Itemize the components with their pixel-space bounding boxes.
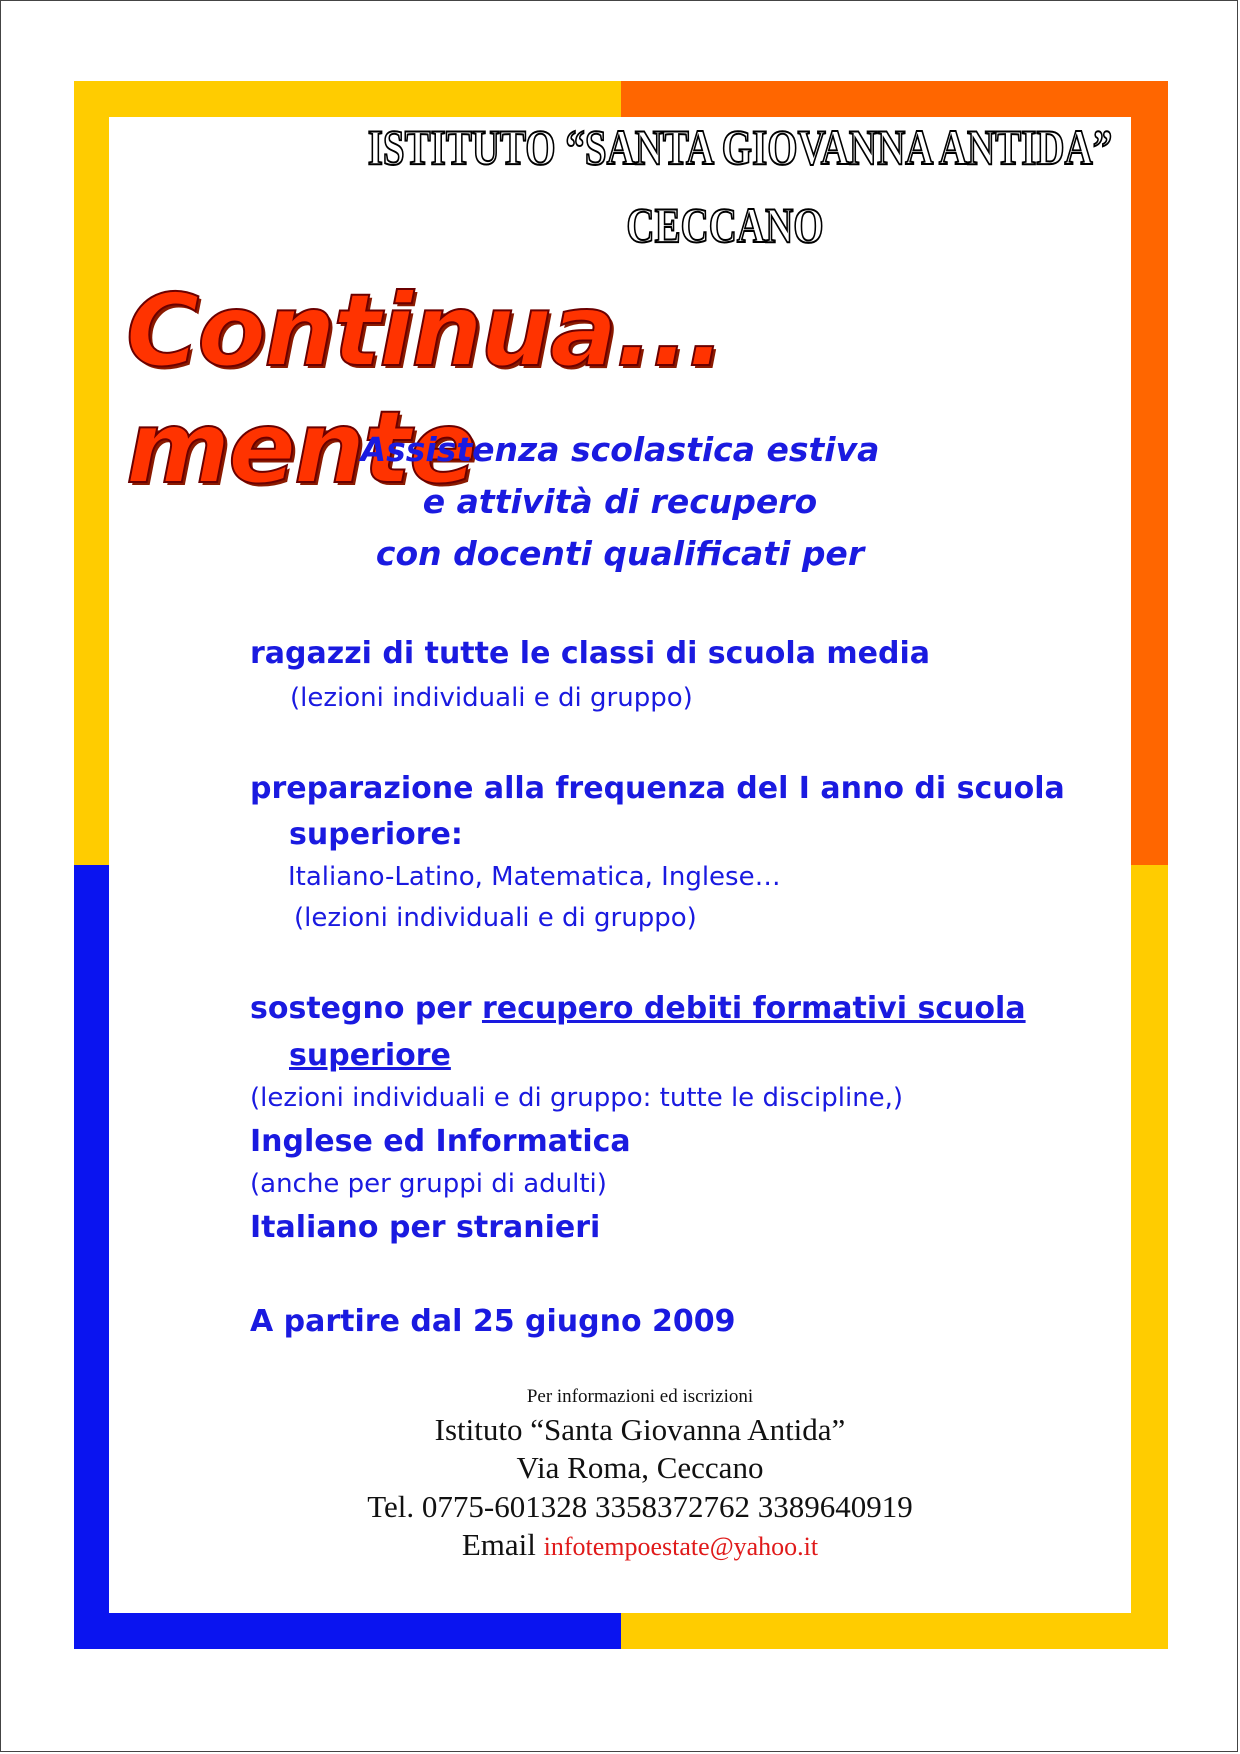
start-date: A partire dal 25 giugno 2009 bbox=[250, 1304, 736, 1339]
item-media-note: (lezioni individuali e di gruppo) bbox=[290, 683, 693, 713]
item-sostegno-link: recupero debiti formativi scuola bbox=[481, 991, 1026, 1026]
item-sostegno-line-1 bbox=[250, 987, 1026, 1031]
subtitle-line-3: con docenti qualificati per bbox=[375, 534, 865, 573]
contact-intro: Per informazioni ed iscrizioni bbox=[526, 1386, 754, 1407]
item-media-title: ragazzi di tutte le classi di scuola media bbox=[250, 636, 930, 671]
item-inglese-note: (anche per gruppi di adulti) bbox=[250, 1169, 607, 1199]
contact-email-link[interactable]: infotempoestate@yahoo.it bbox=[543, 1532, 819, 1561]
item-preparazione-title-line-1: preparazione alla frequenza del I anno di scuola bbox=[250, 771, 1065, 806]
item-preparazione-subjects: Italiano-Latino, Matematica, Inglese… bbox=[288, 862, 781, 892]
item-sostegno-link-line-2: superiore bbox=[289, 1038, 451, 1073]
headline: Continua... mente bbox=[126, 272, 724, 506]
contact-email-label: Email bbox=[461, 1527, 544, 1562]
contact-address: Via Roma, Ceccano bbox=[516, 1450, 764, 1485]
item-sostegno-note: (lezioni individuali e di gruppo: tutte le discipline,) bbox=[250, 1083, 904, 1113]
item-sostegno-prefix: sostegno per bbox=[250, 991, 482, 1026]
item-inglese-title: Inglese ed Informatica bbox=[250, 1124, 631, 1159]
contact-email-line bbox=[300, 1527, 980, 1563]
subtitle-line-2: e attività di recupero bbox=[422, 482, 818, 521]
subtitle-line-1: Assistenza scolastica estiva bbox=[360, 430, 880, 469]
item-stranieri-title: Italiano per stranieri bbox=[250, 1210, 601, 1245]
school-name: ISTITUTO “SANTA GIOVANNA ANTIDA” bbox=[367, 119, 1113, 175]
contact-phones: Tel. 0775-601328 3358372762 3389640919 bbox=[367, 1489, 913, 1524]
subtitle bbox=[300, 424, 940, 580]
item-preparazione-title-line-2: superiore: bbox=[289, 817, 463, 852]
item-preparazione-note: (lezioni individuali e di gruppo) bbox=[294, 903, 697, 933]
contact-name: Istituto “Santa Giovanna Antida” bbox=[434, 1412, 846, 1447]
school-city: CECCANO bbox=[626, 197, 824, 253]
